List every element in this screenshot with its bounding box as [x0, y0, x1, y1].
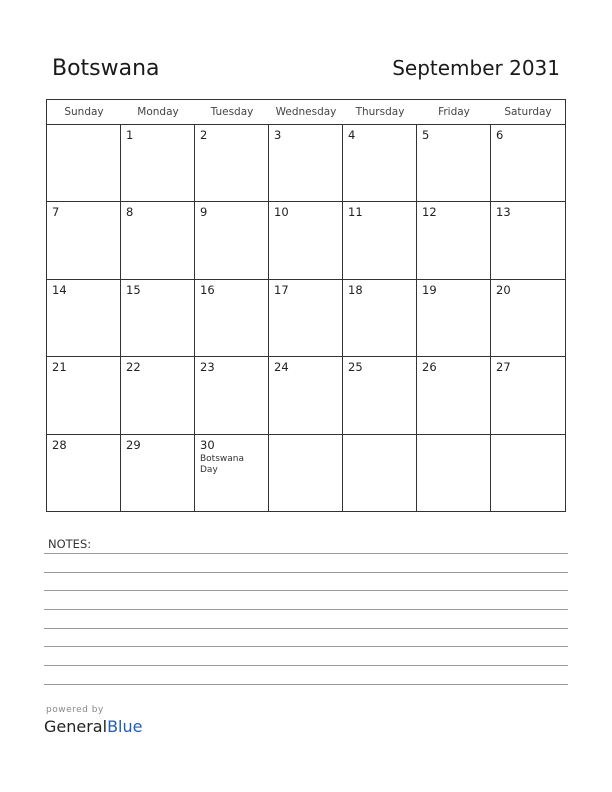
- day-cell: [491, 357, 565, 434]
- day-cell: [269, 280, 343, 357]
- day-number: 25: [348, 360, 363, 375]
- weekday-tuesday: Tuesday: [210, 106, 254, 118]
- day-number: 30: [200, 437, 215, 452]
- calendar-body: [47, 125, 565, 512]
- day-cell: [269, 202, 343, 279]
- day-cell: [195, 357, 269, 434]
- holiday-label: Botswana Day: [200, 453, 244, 475]
- day-number: 7: [52, 205, 60, 220]
- notes-line: [44, 684, 568, 685]
- day-cell: [47, 280, 121, 357]
- day-cell: [343, 202, 417, 279]
- day-cell: [417, 435, 491, 512]
- day-number: 21: [52, 360, 67, 375]
- notes-line: [44, 572, 568, 573]
- day-number: 11: [348, 205, 363, 220]
- brand-blue-text: Blue: [107, 717, 143, 736]
- day-number: 1: [126, 128, 134, 142]
- month-year-title: September 2031: [392, 56, 560, 80]
- day-number: 22: [126, 360, 141, 375]
- weekday-thursday: Thursday: [355, 106, 405, 118]
- day-cell: [47, 435, 121, 512]
- notes-line: [44, 628, 568, 629]
- day-number: 23: [200, 360, 215, 375]
- day-cell: [47, 202, 121, 279]
- calendar-grid: [46, 99, 566, 512]
- day-cell: [269, 125, 343, 202]
- day-number: 12: [422, 205, 437, 220]
- day-cell: [121, 202, 195, 279]
- day-cell: [417, 280, 491, 357]
- day-cell: [417, 202, 491, 279]
- day-cell: [343, 435, 417, 512]
- day-number: 17: [274, 282, 289, 297]
- day-number: 14: [52, 282, 67, 297]
- weekday-monday: Monday: [137, 106, 179, 118]
- day-number: 6: [496, 128, 504, 142]
- day-number: 4: [348, 128, 356, 142]
- day-cell: [343, 280, 417, 357]
- day-cell: [121, 357, 195, 434]
- day-number: 28: [52, 437, 67, 452]
- day-number: 24: [274, 360, 289, 375]
- notes-label: NOTES:: [48, 537, 92, 551]
- day-cell: [491, 435, 565, 512]
- day-cell: [195, 435, 269, 512]
- notes-line: [44, 553, 568, 554]
- day-number: 27: [496, 360, 511, 375]
- day-cell: [269, 357, 343, 434]
- day-cell: [121, 280, 195, 357]
- country-title: Botswana: [52, 56, 160, 81]
- weekday-saturday: Saturday: [504, 106, 552, 118]
- notes-line: [44, 646, 568, 647]
- day-cell: [121, 125, 195, 202]
- day-cell: [195, 280, 269, 357]
- weekday-header: [47, 100, 565, 125]
- powered-by-text: powered by: [46, 705, 104, 715]
- day-cell: [417, 125, 491, 202]
- day-cell: [47, 125, 121, 202]
- day-number: 2: [200, 128, 208, 142]
- weekday-friday: Friday: [438, 106, 470, 118]
- day-number: 29: [126, 437, 141, 452]
- day-number: 13: [496, 205, 511, 220]
- day-cell: [121, 435, 195, 512]
- day-cell: [343, 357, 417, 434]
- day-cell: [491, 280, 565, 357]
- day-number: 20: [496, 282, 511, 297]
- day-number: 8: [126, 205, 134, 220]
- day-cell: [269, 435, 343, 512]
- day-number: 26: [422, 360, 437, 375]
- day-number: 9: [200, 205, 208, 220]
- day-number: 10: [274, 205, 289, 220]
- day-number: 19: [422, 282, 437, 297]
- weekday-wednesday: Wednesday: [275, 106, 337, 118]
- day-number: 16: [200, 282, 215, 297]
- day-cell: [343, 125, 417, 202]
- day-cell: [491, 202, 565, 279]
- day-number: 5: [422, 128, 430, 142]
- day-number: 18: [348, 282, 363, 297]
- day-cell: [491, 125, 565, 202]
- notes-line: [44, 590, 568, 591]
- notes-line: [44, 609, 568, 610]
- day-number: 15: [126, 282, 141, 297]
- weekday-sunday: Sunday: [64, 106, 104, 118]
- day-number: 3: [274, 128, 282, 142]
- generalblue-logo: [44, 717, 142, 736]
- day-cell: [47, 357, 121, 434]
- notes-line: [44, 665, 568, 666]
- day-cell: [417, 357, 491, 434]
- day-cell: [195, 125, 269, 202]
- brand-general-text: General: [44, 717, 108, 736]
- day-cell: [195, 202, 269, 279]
